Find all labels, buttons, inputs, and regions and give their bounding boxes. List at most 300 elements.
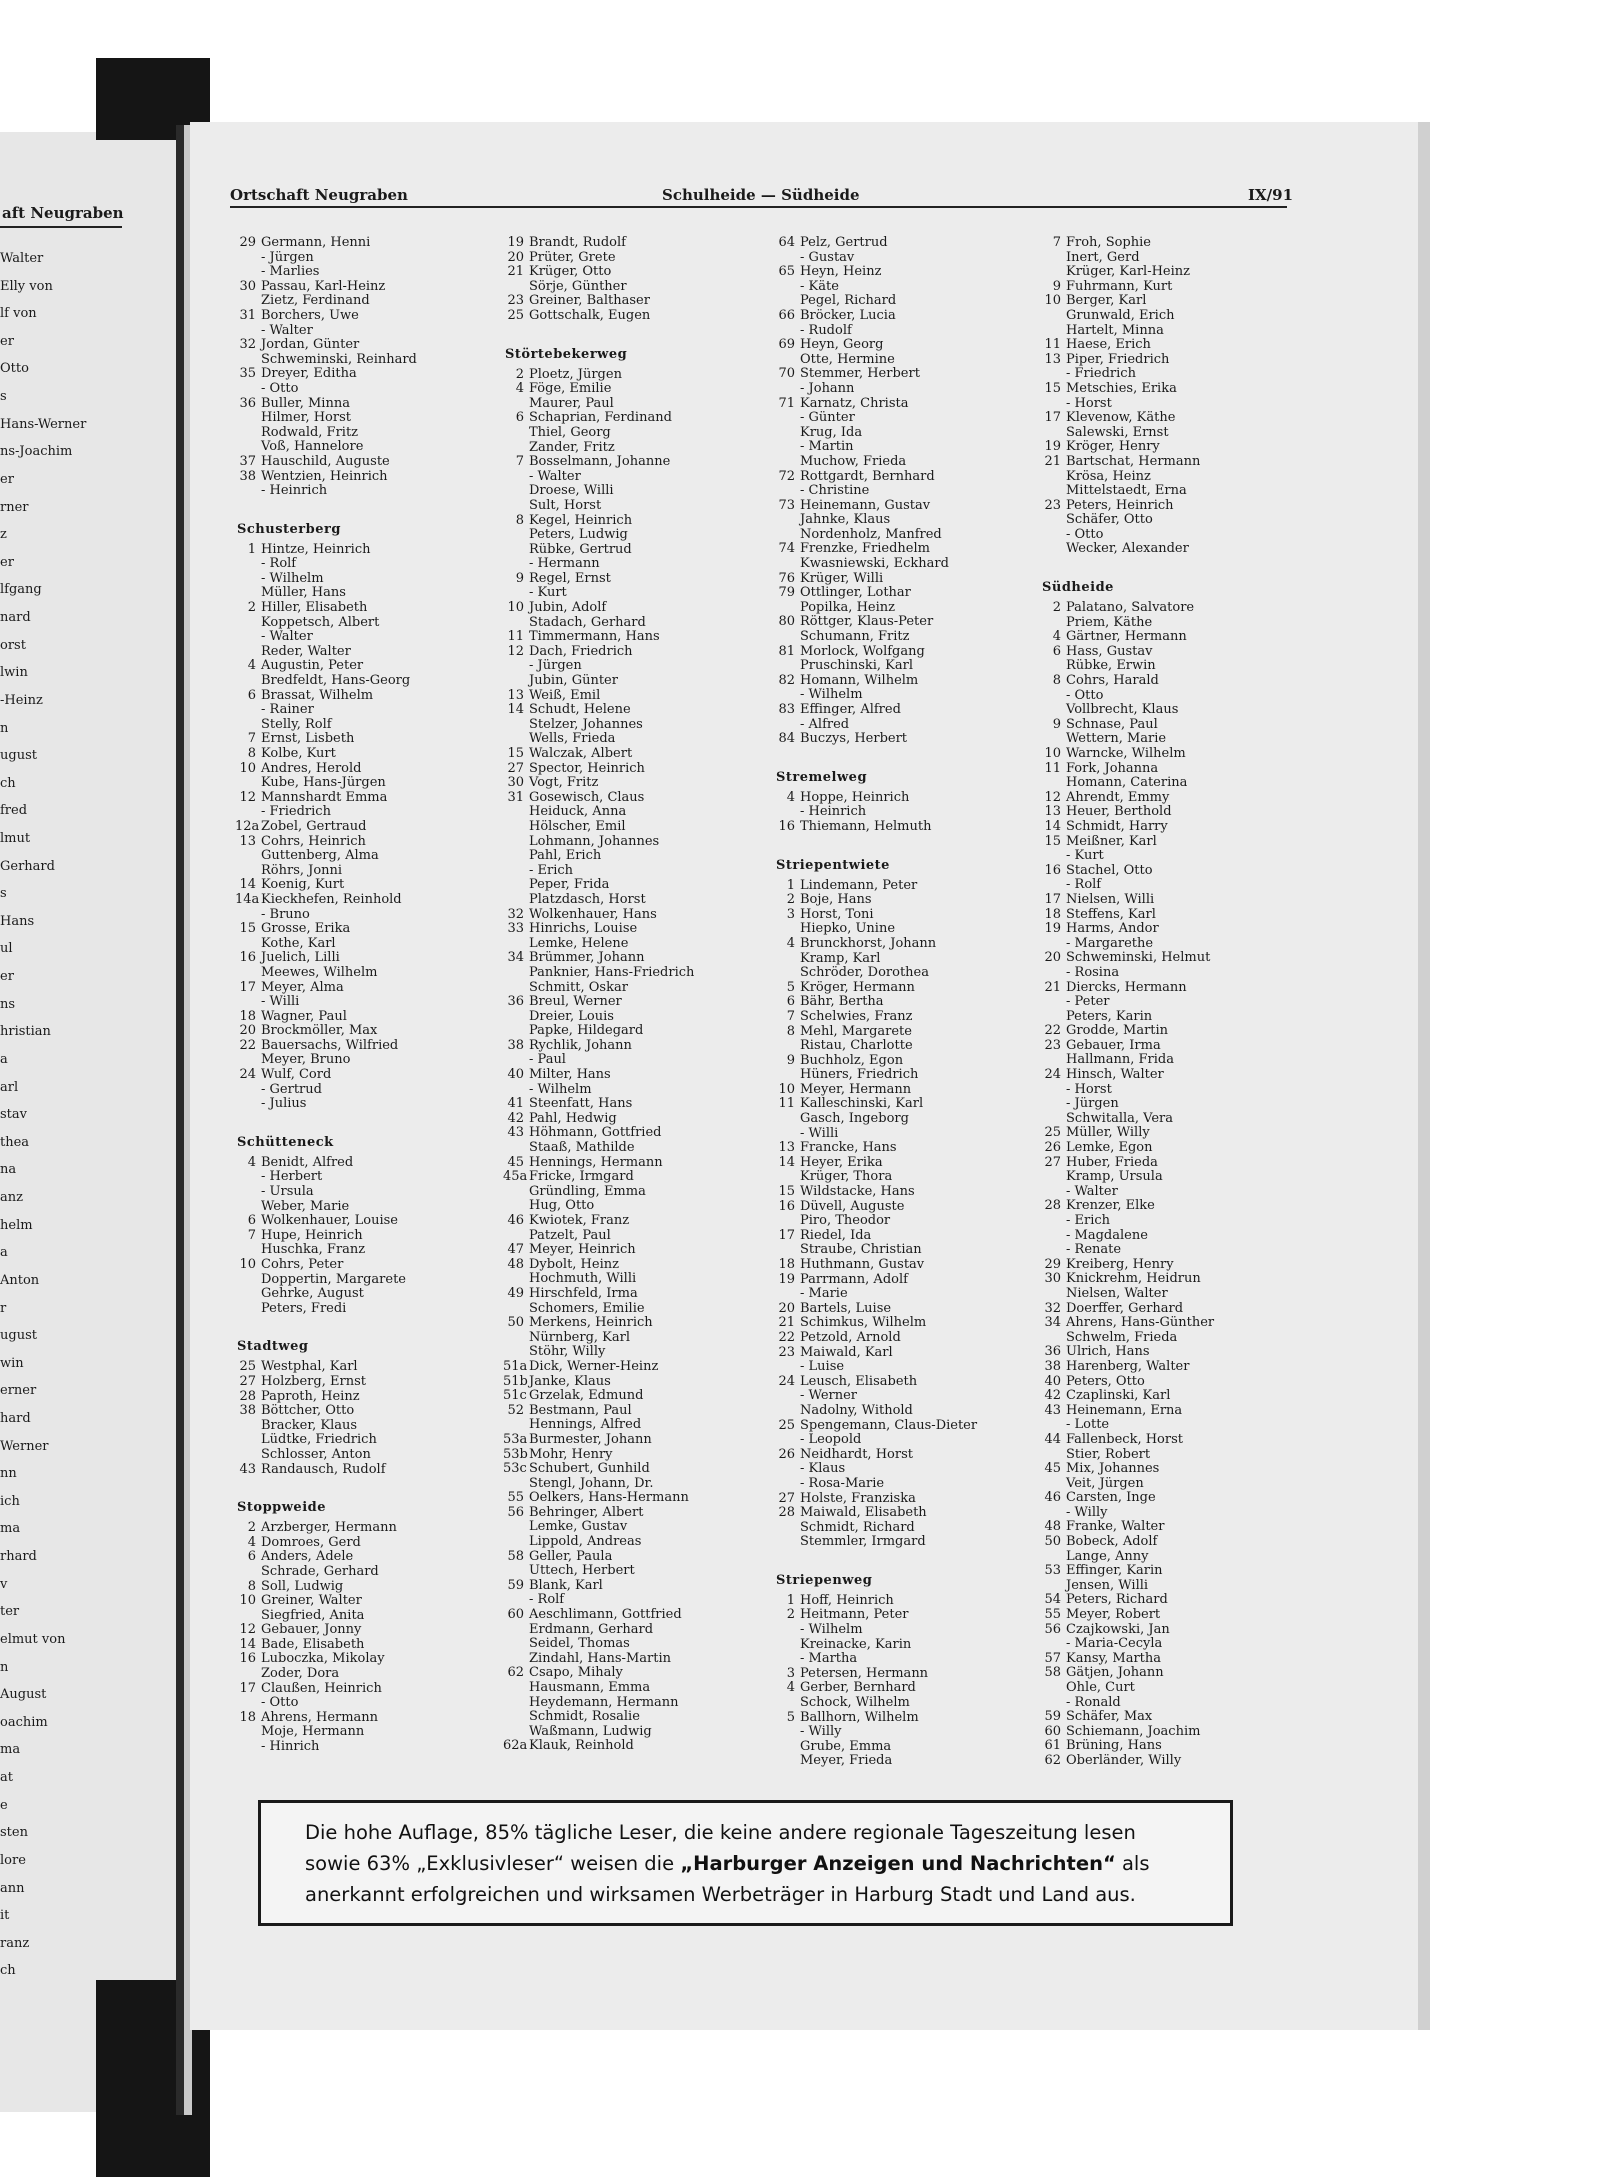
house-number: 18 [239, 1709, 256, 1725]
resident-entry [235, 1521, 505, 1536]
street-name: Stremelweg [776, 769, 868, 785]
resident-entry [235, 1550, 505, 1565]
house-number: 18 [778, 1257, 795, 1272]
resident-name: Klevenow, Käthe [1066, 410, 1176, 426]
facing-page-text: ugust [0, 748, 37, 764]
resident-name: Mittelstaedt, Erna [1066, 483, 1187, 499]
resident-name: Erdmann, Gerhard [529, 1621, 654, 1637]
house-number: 23 [507, 293, 524, 309]
facing-page-text: it [0, 1908, 10, 1924]
resident-entry [1040, 1477, 1310, 1492]
resident-name: Hölscher, Emil [529, 818, 626, 834]
resident-entry [503, 718, 773, 733]
house-number: 38 [239, 1403, 256, 1419]
resident-entry [774, 382, 1044, 397]
house-number: 17 [239, 1680, 256, 1696]
street-name: Südheide [1042, 580, 1114, 596]
house-number: 6 [1052, 643, 1061, 659]
header-page-number: IX/91 [1248, 186, 1294, 204]
resident-entry [235, 1433, 505, 1448]
facing-page-text: ich [0, 1493, 20, 1509]
resident-name: Sörje, Günther [529, 278, 627, 294]
house-number [1040, 732, 1066, 747]
resident-entry [774, 1068, 1044, 1083]
house-number [235, 382, 261, 397]
resident-entry [774, 893, 1044, 908]
header-street-range: Schulheide — Südheide [662, 186, 860, 204]
resident-entry [774, 586, 1044, 601]
resident-name: - Walter [1066, 1183, 1118, 1199]
house-number [774, 1535, 800, 1550]
resident-entry [1040, 1535, 1310, 1550]
facing-page-text: e [0, 1797, 8, 1813]
resident-entry [503, 659, 773, 674]
resident-entry [503, 1112, 773, 1127]
resident-name: Luboczka, Mikolay [261, 1651, 385, 1667]
house-number: 4 [247, 1154, 256, 1170]
resident-entry [503, 1520, 773, 1535]
resident-entry [1040, 1608, 1310, 1623]
house-number [774, 718, 800, 733]
house-number [235, 426, 261, 441]
resident-entry [503, 1652, 773, 1667]
resident-name: Krug, Ida [800, 424, 863, 440]
resident-entry [1040, 849, 1310, 864]
house-number: 71 [778, 395, 795, 411]
house-number: 58 [507, 1548, 524, 1564]
resident-name: Diercks, Hermann [1066, 979, 1187, 995]
house-number [503, 499, 529, 514]
resident-entry [1040, 1710, 1310, 1725]
resident-entry [235, 791, 505, 806]
resident-name: Huber, Frieda [1066, 1154, 1158, 1170]
house-number: 59 [1044, 1709, 1061, 1725]
house-number: 52 [507, 1402, 524, 1418]
street-heading [1040, 557, 1310, 601]
resident-name: Piro, Theodor [800, 1213, 891, 1229]
house-number: 11 [1044, 760, 1061, 776]
house-number: 48 [507, 1256, 524, 1272]
resident-entry [503, 1141, 773, 1156]
resident-name: Peters, Fredi [261, 1300, 347, 1316]
resident-name: Mohr, Henry [529, 1446, 613, 1462]
facing-page-text: ugust [0, 1328, 37, 1344]
house-number [235, 1243, 261, 1258]
resident-name: Wulf, Cord [261, 1067, 332, 1083]
house-number: 11 [507, 629, 524, 645]
house-number [503, 1010, 529, 1025]
resident-name: Reder, Walter [261, 643, 351, 659]
house-number: 4 [247, 658, 256, 674]
resident-entry [503, 426, 773, 441]
house-number [235, 324, 261, 339]
resident-name: Aeschlimann, Gottfried [529, 1607, 682, 1623]
resident-name: Hoff, Heinrich [800, 1592, 894, 1608]
street-name: Stoppweide [237, 1500, 327, 1516]
resident-name: Kalleschinski, Karl [800, 1096, 924, 1112]
resident-entry [774, 1638, 1044, 1653]
resident-entry [1040, 1083, 1310, 1098]
street-heading [235, 1477, 505, 1521]
house-number [503, 820, 529, 835]
resident-name: Schelwies, Franz [800, 1008, 913, 1024]
street-name: Stadtweg [237, 1339, 309, 1355]
resident-name: Kröger, Henry [1066, 439, 1160, 455]
resident-entry [503, 294, 773, 309]
resident-entry [235, 747, 505, 762]
resident-name: Hochmuth, Willi [529, 1271, 637, 1287]
house-number: 7 [515, 454, 524, 470]
house-number [503, 835, 529, 850]
resident-name: Domroes, Gerd [261, 1534, 361, 1550]
house-number: 26 [1044, 1140, 1061, 1156]
resident-name: Dreyer, Editha [261, 366, 357, 382]
resident-entry [503, 1462, 773, 1477]
house-number [774, 601, 800, 616]
resident-name: Oelkers, Hans-Hermann [529, 1490, 689, 1506]
house-number: 24 [239, 1067, 256, 1083]
resident-name: Peters, Karin [1066, 1008, 1153, 1024]
facing-page-rule [0, 226, 122, 228]
resident-entry [503, 543, 773, 558]
resident-entry [1040, 1302, 1310, 1317]
resident-name: Kramp, Karl [800, 950, 881, 966]
house-number: 14 [239, 877, 256, 893]
resident-entry [774, 1083, 1044, 1098]
resident-name: Schweminski, Helmut [1066, 950, 1211, 966]
resident-entry [503, 1243, 773, 1258]
house-number: 32 [507, 906, 524, 922]
house-number: 55 [1044, 1607, 1061, 1623]
house-number: 2 [786, 892, 795, 908]
resident-name: Krüger, Thora [800, 1169, 893, 1185]
resident-name: Koenig, Kurt [261, 877, 345, 893]
resident-entry [235, 1404, 505, 1419]
resident-name: Bartschat, Hermann [1066, 453, 1201, 469]
resident-entry [235, 1375, 505, 1390]
resident-entry [1040, 1272, 1310, 1287]
house-number [1040, 1229, 1066, 1244]
resident-entry [503, 1316, 773, 1331]
resident-name: Bauersachs, Wilfried [261, 1037, 399, 1053]
resident-name: Maiwald, Elisabeth [800, 1505, 927, 1521]
resident-entry [774, 572, 1044, 587]
resident-entry [1040, 922, 1310, 937]
resident-name: Merkens, Heinrich [529, 1315, 653, 1331]
house-number: 4 [786, 1680, 795, 1696]
resident-name: Heyn, Heinz [800, 264, 882, 280]
house-number [235, 1170, 261, 1185]
resident-entry [774, 280, 1044, 295]
house-number [774, 1039, 800, 1054]
resident-name: - Magdalene [1066, 1227, 1148, 1243]
resident-entry [1040, 397, 1310, 412]
resident-name: Meißner, Karl [1066, 833, 1157, 849]
facing-page-text: Gerhard [0, 858, 55, 874]
resident-entry [1040, 1506, 1310, 1521]
resident-entry [503, 514, 773, 529]
resident-entry [774, 265, 1044, 280]
resident-entry [503, 689, 773, 704]
house-number [235, 1302, 261, 1317]
house-number: 53 [1044, 1563, 1061, 1579]
resident-entry [774, 513, 1044, 528]
house-number: 16 [1044, 862, 1061, 878]
house-number: 61 [1044, 1738, 1061, 1754]
resident-entry [774, 1302, 1044, 1317]
street-name: Striepentwiete [776, 857, 890, 873]
resident-name: Wolkenhauer, Louise [261, 1213, 399, 1229]
house-number [503, 557, 529, 572]
house-number [503, 470, 529, 485]
resident-entry [503, 995, 773, 1010]
resident-name: - Rosa-Marie [800, 1475, 885, 1491]
resident-name: Schlosser, Anton [261, 1446, 371, 1462]
resident-entry [503, 1345, 773, 1360]
resident-name: - Martin [800, 439, 854, 455]
resident-name: Krüger, Otto [529, 264, 612, 280]
resident-entry [1040, 455, 1310, 470]
resident-name: Schnase, Paul [1066, 716, 1158, 732]
resident-name: Schmitt, Oskar [529, 979, 628, 995]
resident-name: - Horst [1066, 1081, 1112, 1097]
resident-entry [1040, 689, 1310, 704]
resident-entry [235, 849, 505, 864]
resident-entry [1040, 1141, 1310, 1156]
resident-name: Moje, Hermann [261, 1724, 365, 1740]
resident-entry [1040, 1010, 1310, 1025]
facing-page-text: lore [0, 1852, 26, 1868]
resident-entry [1040, 762, 1310, 777]
resident-name: Ahrens, Hermann [261, 1709, 379, 1725]
resident-name: Schiemann, Joachim [1066, 1723, 1201, 1739]
resident-name: Kieckhefen, Reinhold [261, 891, 402, 907]
resident-name: Westphal, Karl [261, 1359, 358, 1375]
house-number [774, 1127, 800, 1142]
resident-name: Lemke, Egon [1066, 1140, 1153, 1156]
resident-name: Effinger, Karin [1066, 1563, 1163, 1579]
house-number [1040, 1681, 1066, 1696]
resident-entry [503, 893, 773, 908]
resident-name: Brüning, Hans [1066, 1738, 1162, 1754]
resident-entry [503, 1535, 773, 1550]
resident-entry [235, 426, 505, 441]
house-number: 12 [239, 1622, 256, 1638]
resident-entry [1040, 1739, 1310, 1754]
resident-entry [235, 878, 505, 893]
resident-name: Horst, Toni [800, 906, 874, 922]
resident-entry [774, 1535, 1044, 1550]
resident-entry [235, 1390, 505, 1405]
resident-name: Frenzke, Friedhelm [800, 541, 930, 557]
resident-name: Krüger, Karl-Heinz [1066, 264, 1191, 280]
resident-entry [503, 966, 773, 981]
house-number: 72 [778, 468, 795, 484]
resident-entry [503, 762, 773, 777]
resident-entry [503, 1258, 773, 1273]
resident-entry [1040, 1637, 1310, 1652]
resident-entry [774, 1127, 1044, 1142]
house-number: 17 [778, 1227, 795, 1243]
facing-page-text: ma [0, 1742, 21, 1758]
resident-name: - Willi [800, 1125, 839, 1141]
resident-name: Juelich, Lilli [261, 950, 340, 966]
house-number [235, 440, 261, 455]
resident-name: Wecker, Alexander [1066, 541, 1189, 557]
house-number [774, 1287, 800, 1302]
resident-name: Francke, Hans [800, 1140, 897, 1156]
resident-entry [235, 1565, 505, 1580]
resident-name: Morlock, Wolfgang [800, 643, 925, 659]
house-number: 53a [503, 1431, 528, 1447]
resident-name: Karnatz, Christa [800, 395, 909, 411]
house-number [235, 353, 261, 368]
resident-entry [1040, 1053, 1310, 1068]
resident-name: Gründling, Emma [529, 1183, 646, 1199]
resident-entry [235, 1302, 505, 1317]
resident-name: - Gustav [800, 249, 855, 265]
resident-name: Milter, Hans [529, 1067, 611, 1083]
resident-entry [1040, 747, 1310, 762]
house-number: 26 [778, 1446, 795, 1462]
resident-entry [1040, 1229, 1310, 1244]
facing-page-text: ul [0, 941, 13, 957]
resident-entry [1040, 835, 1310, 850]
resident-entry [235, 586, 505, 601]
resident-name: Fork, Johanna [1066, 760, 1159, 776]
resident-name: - Kurt [529, 585, 567, 601]
resident-entry [235, 1258, 505, 1273]
resident-entry [774, 1229, 1044, 1244]
resident-name: - Herbert [261, 1169, 323, 1185]
resident-entry [235, 835, 505, 850]
resident-entry [235, 937, 505, 952]
house-number [235, 411, 261, 426]
resident-entry [235, 1536, 505, 1551]
house-number: 27 [1044, 1154, 1061, 1170]
resident-entry [774, 659, 1044, 674]
house-number: 7 [247, 1227, 256, 1243]
resident-entry [1040, 542, 1310, 557]
house-number: 51b [503, 1373, 528, 1389]
resident-entry [235, 353, 505, 368]
resident-entry [503, 805, 773, 820]
house-number: 21 [778, 1315, 795, 1331]
resident-entry [774, 937, 1044, 952]
resident-entry [774, 1243, 1044, 1258]
house-number: 30 [239, 278, 256, 294]
house-number [1040, 1637, 1066, 1652]
resident-entry [503, 397, 773, 412]
resident-entry [774, 1331, 1044, 1346]
resident-name: Paproth, Heinz [261, 1388, 360, 1404]
resident-entry [503, 1389, 773, 1404]
house-number [1040, 1331, 1066, 1346]
house-number: 21 [507, 264, 524, 280]
house-number [235, 849, 261, 864]
resident-entry [235, 645, 505, 660]
resident-entry [1040, 820, 1310, 835]
house-number [503, 1593, 529, 1608]
resident-entry [503, 1418, 773, 1433]
facing-page-text: ter [0, 1604, 20, 1620]
house-number: 84 [778, 731, 795, 747]
resident-name: Popilka, Heinz [800, 599, 895, 615]
facing-page-text: lmut [0, 831, 31, 846]
resident-entry [774, 1477, 1044, 1492]
house-number: 12 [507, 643, 524, 659]
house-number [503, 1477, 529, 1492]
house-number [503, 543, 529, 558]
resident-entry [503, 1010, 773, 1025]
resident-name: Peters, Richard [1066, 1592, 1168, 1608]
resident-name: Haese, Erich [1066, 337, 1151, 353]
resident-entry [235, 1039, 505, 1054]
resident-name: Dybolt, Heinz [529, 1256, 619, 1272]
resident-name: Meyer, Alma [261, 979, 344, 995]
resident-name: Effinger, Alfred [800, 702, 901, 717]
resident-entry [503, 1156, 773, 1171]
resident-name: Düvell, Auguste [800, 1198, 905, 1214]
house-number: 56 [1044, 1621, 1061, 1637]
facing-page-text: er [0, 333, 14, 349]
resident-name: Meyer, Robert [1066, 1607, 1161, 1623]
resident-entry [503, 1097, 773, 1112]
house-number [1040, 878, 1066, 893]
resident-name: Stachel, Otto [1066, 862, 1153, 878]
house-number: 15 [1044, 833, 1061, 849]
resident-name: Wentzien, Heinrich [261, 468, 388, 484]
resident-name: - Rolf [261, 556, 297, 572]
facing-page-text: rhard [0, 1549, 37, 1565]
house-number: 2 [1052, 600, 1061, 616]
house-number [774, 426, 800, 441]
house-number: 35 [239, 366, 256, 382]
facing-page-text: Werner [0, 1438, 49, 1454]
house-number: 2 [515, 366, 524, 382]
resident-name: Dick, Werner-Heinz [529, 1358, 659, 1374]
resident-entry [1040, 353, 1310, 368]
house-number: 15 [507, 746, 524, 761]
resident-entry [235, 1243, 505, 1258]
house-number: 18 [1044, 906, 1061, 922]
resident-entry [235, 1667, 505, 1682]
resident-entry [235, 455, 505, 470]
resident-entry [774, 1594, 1044, 1609]
street-heading [774, 835, 1044, 879]
house-number [235, 1185, 261, 1200]
resident-name: - Jürgen [261, 249, 314, 265]
resident-entry [774, 1273, 1044, 1288]
house-number: 74 [778, 541, 795, 557]
house-number [235, 645, 261, 660]
resident-entry [503, 1608, 773, 1623]
house-number: 10 [1044, 293, 1061, 309]
resident-entry [1040, 1418, 1310, 1433]
house-number: 7 [786, 1008, 795, 1024]
resident-entry [235, 805, 505, 820]
resident-entry [503, 674, 773, 689]
house-number [503, 1141, 529, 1156]
resident-entry [1040, 601, 1310, 616]
resident-entry [774, 1696, 1044, 1711]
house-number: 17 [1044, 410, 1061, 426]
house-number [1040, 1185, 1066, 1200]
resident-name: Kramp, Ursula [1066, 1169, 1163, 1185]
resident-entry [235, 1609, 505, 1624]
house-number [503, 1652, 529, 1667]
resident-name: Bröcker, Lucia [800, 307, 896, 323]
